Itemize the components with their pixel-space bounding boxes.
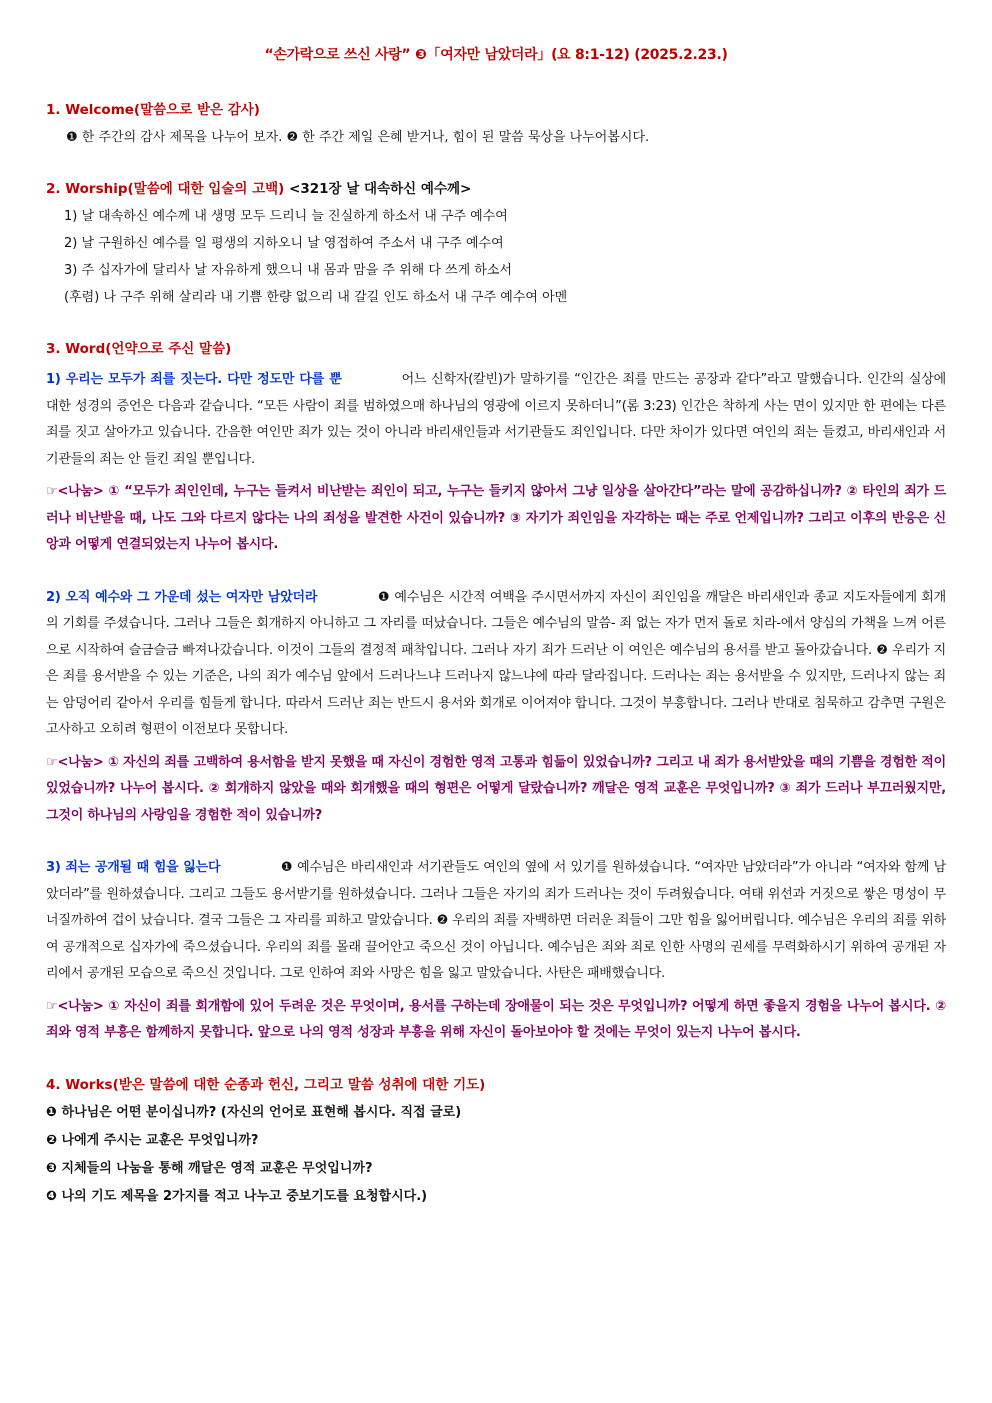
bulletin-page [46, 44, 946, 1211]
worship-heading: 2. Worship(말씀에 대한 입술의 고백) [46, 181, 285, 197]
hymn-verse: 2) 날 구원하신 예수를 일 평생의 지하오니 날 영접하여 주소서 내 구주 예수여 [64, 236, 504, 251]
share-questions: ☞<나눔> ① 자신의 죄를 고백하여 용서함을 받지 못했을 때 자신이 경험한 영적 고통과 힘듦이 있었습니까? 그리고 내 죄가 용서받았을 때의 기쁨을 경험한 적이 있었습니까? 나누어 봅시다. ② 회개하지 않았을 때와 회개했을 때의 형편은 어떻게 달랐습니까? 깨달은 영적 교훈은 무엇입니까? ③ 죄가 드러나 부끄러웠지만, 그것이 하나님의 사랑임을 경험한 적이 있습니까? [46, 754, 946, 823]
hymn-verse: 3) 주 십자가에 달리사 날 자유하게 했으니 내 몸과 맘을 주 위해 다 쓰게 하소서 [64, 263, 512, 278]
word-point-3 [46, 855, 946, 988]
point-body: ❶ 예수님은 시간적 여백을 주시면서까지 자신이 죄인임을 깨달은 바리새인과 종교 지도자들에게 회개의 기회를 주셨습니다. 그러나 그들은 회개하지 아니하고 그 자리를 떠났습니다. 그들은 예수님의 말씀- 죄 없는 자가 먼저 돌로 치라-에서 양심의 가책을 느껴 어른으로 시작하여 슬금슬금 빠져나갔습니다. 이것이 그들의 결정적 패착입니다. 그러나 자기 죄가 드러난 이 여인은 예수님의 용서를 받고 돌아갔습니다. ❷ 우리가 지은 죄를 용서받을 수 있는 기준은, 나의 죄가 예수님 앞에서 드러나느냐 드러나지 않느냐에 따라 달라집니다. 드러나는 죄는 용서받을 수 있지만, 드러나지 않는 죄는 암덩어리 같아서 우리를 힘들게 합니다. 따라서 드러난 죄는 반드시 용서와 회개로 이어져야 합니다. 그것이 부흥합니다. 그러나 반대로 침묵하고 감추면 구원은 고사하고 오히려 형편이 이전보다 못합니다. [46, 589, 947, 737]
word-heading: 3. Word(언약으로 주신 말씀) [46, 341, 232, 357]
page-title: “손가락으로 쓰신 사랑” ❸「여자만 남았더라」(요 8:1-12) (2025.2.23.) [264, 47, 728, 63]
works-section [46, 1073, 946, 1211]
welcome-text: ❶ 한 주간의 감사 제목을 나누어 보자. ❷ 한 주간 제일 은혜 받거나, 힘이 된 말씀 묵상을 나누어봅시다. [66, 130, 650, 145]
point-body: ❶ 예수님은 바리새인과 서기관들도 여인의 옆에 서 있기를 원하셨습니다. “여자만 남았더라”가 아니라 “여자와 함께 남았더라”를 원하셨습니다. 그리고 그들도 용서받기를 원하셨습니다. 그러나 그들은 자기의 죄가 드러나는 것이 두려웠습니다. 여태 위선과 거짓으로 쌓은 명성이 무너질까하여 겁이 났습니다. 결국 그들은 그 자리를 피하고 말았습니다. ❷ 우리의 죄를 자백하면 더러운 죄들이 그만 힘을 잃어버립니다. 예수님은 우리의 죄를 위하여 공개적으로 십자가에 죽으셨습니다. 우리의 죄를 몰래 끌어안고 죽으신 것이 아닙니다. 예수님은 죄와 죄로 인한 사명의 권세를 무력화하시기 위하여 공개된 자리에서 공개된 모습으로 죽으신 것입니다. 그로 인하여 죄와 사망은 힘을 잃고 말았습니다. 사탄은 패배했습니다. [46, 860, 947, 981]
works-item: ❸ 지체들의 나눔을 통해 깨달은 영적 교훈은 무엇입니까? [46, 1160, 373, 1176]
welcome-section [46, 98, 946, 151]
word-point-1 [46, 367, 946, 473]
welcome-heading: 1. Welcome(말씀으로 받은 감사) [46, 102, 260, 118]
works-item: ❹ 나의 기도 제목을 2가지를 적고 나누고 중보기도를 요청합시다.) [46, 1188, 428, 1204]
share-questions: ☞<나눔> ① 자신이 죄를 회개함에 있어 두려운 것은 무엇이며, 용서를 구하는데 장애물이 되는 것은 무엇입니까? 어떻게 하면 좋을지 경험을 나누어 봅시다. ② 죄와 영적 부흥은 함께하지 못합니다. 앞으로 나의 영적 성장과 부흥을 위해 자신이 돌아보아야 할 것에는 무엇이 있는지 나누어 봅시다. [46, 998, 946, 1040]
works-heading: 4. Works(받은 말씀에 대한 순종과 헌신, 그리고 말씀 성취에 대한 기도) [46, 1076, 486, 1093]
worship-section [46, 177, 946, 311]
point-subheading: 2) 오직 예수와 그 가운데 섰는 여자만 남았더라 [46, 589, 318, 605]
hymn-title: <321장 날 대속하신 예수께> [289, 181, 472, 197]
works-item: ❷ 나에게 주시는 교훈은 무엇입니까? [46, 1132, 259, 1148]
worship-heading-row [46, 177, 946, 197]
hymn-verse: 1) 날 대속하신 예수께 내 생명 모두 드리니 늘 진실하게 하소서 내 구주 예수여 [64, 209, 508, 224]
point-subheading: 1) 우리는 모두가 죄를 짓는다. 다만 정도만 다를 뿐 [46, 372, 342, 387]
word-point-2 [46, 585, 946, 744]
word-section [46, 337, 946, 1047]
point-body: 어느 신학자(칼빈)가 말하기를 “인간은 죄를 만드는 공장과 같다”라고 말했습니다. 인간의 실상에 대한 성경의 증언은 다음과 같습니다. “모든 사람이 죄를 범하였으매 하나님의 영광에 이르지 못하더니”(롬 3:23) 인간은 착하게 사는 면이 있지만 한 편에는 다른 죄를 짓고 살아가고 있습니다. 간음한 여인만 죄가 있는 것이 아니라 바리새인들과 서기관들도 죄인입니다. 다만 차이가 있다면 여인의 죄는 들켰고, 바리새인과 서기관들의 죄는 안 들킨 죄일 뿐입니다. [46, 372, 946, 467]
share-questions: ☞<나눔> ① “모두가 죄인인데, 누구는 들켜서 비난받는 죄인이 되고, 누구는 들키지 않아서 그냥 일상을 살아간다”라는 말에 공감하십니까? ② 타인의 죄가 드러나 비난받을 때, 나도 그와 다르지 않다는 나의 죄성을 발견한 사건이 있습니까? ③ 자기가 죄인임을 자각하는 때는 주로 언제입니까? 그리고 이후의 반응은 신앙과 어떻게 연결되었는지 나누어 봅시다. [46, 484, 946, 552]
point-subheading: 3) 죄는 공개될 때 힘을 잃는다 [46, 860, 221, 875]
works-item: ❶ 하나님은 어떤 분이십니까? (자신의 언어로 표현해 봅시다. 직접 글로) [46, 1104, 462, 1120]
hymn-chorus: (후렴) 나 구주 위해 살리라 내 기쁨 한량 없으리 내 갈길 인도 하소서 내 구주 예수여 아멘 [64, 290, 568, 305]
